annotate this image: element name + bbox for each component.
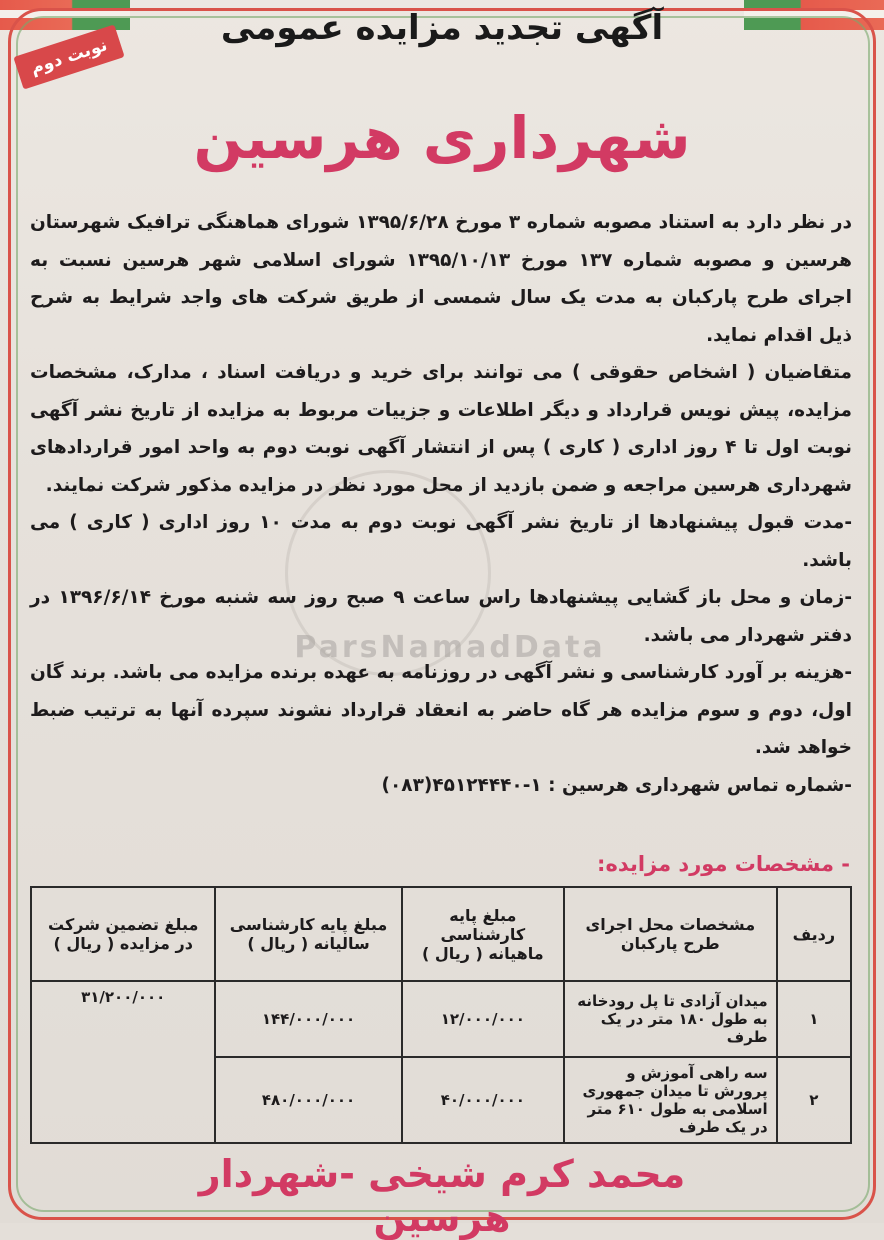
cell-monthly: ۴۰/۰۰۰/۰۰۰ (402, 1057, 564, 1143)
paragraph-deadline: -مدت قبول پیشنهادها از تاریخ نشر آگهی نوبت دوم به مدت ۱۰ روز اداری ( کاری ) می باشد. (30, 512, 852, 571)
cell-deposit: ۳۱/۲۰۰/۰۰۰ (31, 981, 215, 1143)
header-row-number: ردیف (777, 887, 851, 981)
signature-line: محمد کرم شیخی -شهردار هرسین (198, 1152, 686, 1240)
header-yearly: مبلغ پایه کارشناسی سالیانه ( ریال ) (215, 887, 401, 981)
cell-row-number: ۲ (777, 1057, 851, 1143)
watermark: ParsNamadData (294, 630, 606, 665)
municipality-title: شهرداری هرسین (193, 104, 691, 172)
ad-headline: آگهی تجدید مزایده عمومی (220, 8, 664, 48)
paragraph-intro: در نظر دارد به استناد مصوبه شماره ۳ مورخ ۱۳۹۵/۶/۲۸ شورای هماهنگی ترافیک شهرستان هرسین و مصوبه شماره ۱۳۷ مورخ ۱۳۹۵/۱۰/۱۳ شورای اسلامی شهر هرسین نسبت به اجرای طرح پارکبان به مدت یک سال شمسی از طریق شرکت های واجد شرایط به شرح ذیل اقدام نماید. (30, 212, 852, 346)
cell-location: میدان آزادی تا پل رودخانه به طول ۱۸۰ متر در یک طرف (564, 981, 777, 1057)
cell-yearly: ۴۸۰/۰۰۰/۰۰۰ (215, 1057, 401, 1143)
cell-row-number: ۱ (777, 981, 851, 1057)
specs-heading: - مشخصات مورد مزایده: (597, 852, 850, 876)
header-monthly: مبلغ پایه کارشناسی ماهیانه ( ریال ) (402, 887, 564, 981)
specs-table (30, 886, 852, 1144)
cell-monthly: ۱۲/۰۰۰/۰۰۰ (402, 981, 564, 1057)
ad-body (30, 204, 852, 804)
paragraph-costs: -هزینه بر آورد کارشناسی و نشر آگهی در روزنامه به عهده برنده مزایده می باشد. برند گان اول، دوم و سوم مزایده هر گاه حاضر به انعقاد قرارداد نشوند سپرده آنها به ترتیب ضبط خواهد شد. (30, 662, 852, 758)
header-location: مشخصات محل اجرای طرح پارکبان (564, 887, 777, 981)
cell-yearly: ۱۴۴/۰۰۰/۰۰۰ (215, 981, 401, 1057)
table-header-row (31, 887, 851, 981)
cell-location: سه راهی آموزش و پرورش تا میدان جمهوری اسلامی به طول ۶۱۰ متر در یک طرف (564, 1057, 777, 1143)
paragraph-applicants: متقاضیان ( اشخاص حقوقی ) می توانند برای خرید و دریافت اسناد ، مدارک، مشخصات مزایده، پیش نویس قرارداد و دیگر اطلاعات و جزییات مربوط به مزایده از تاریخ نشر آگهی نوبت اول تا ۴ روز اداری ( کاری ) پس از انتشار آگهی نوبت دوم به واحد امور قراردادهای شهرداری هرسین مراجعه و ضمن بازدید از محل مورد نظر در مزایده مذکور شرکت نمایند. (30, 362, 852, 496)
paragraph-contact: -شماره تماس شهرداری هرسین : ۱-۴۵۱۲۴۴۴۰(۰۸۳) (381, 774, 852, 796)
paragraph-opening: -زمان و محل باز گشایی پیشنهادها راس ساعت ۹ صبح روز سه شنبه مورخ ۱۳۹۶/۶/۱۴ در دفتر شهردار می باشد. (30, 587, 853, 646)
table-row (31, 981, 851, 1057)
header-deposit: مبلغ تضمین شرکت در مزایده ( ریال ) (31, 887, 215, 981)
second-round-badge: نوبت دوم (13, 24, 124, 89)
